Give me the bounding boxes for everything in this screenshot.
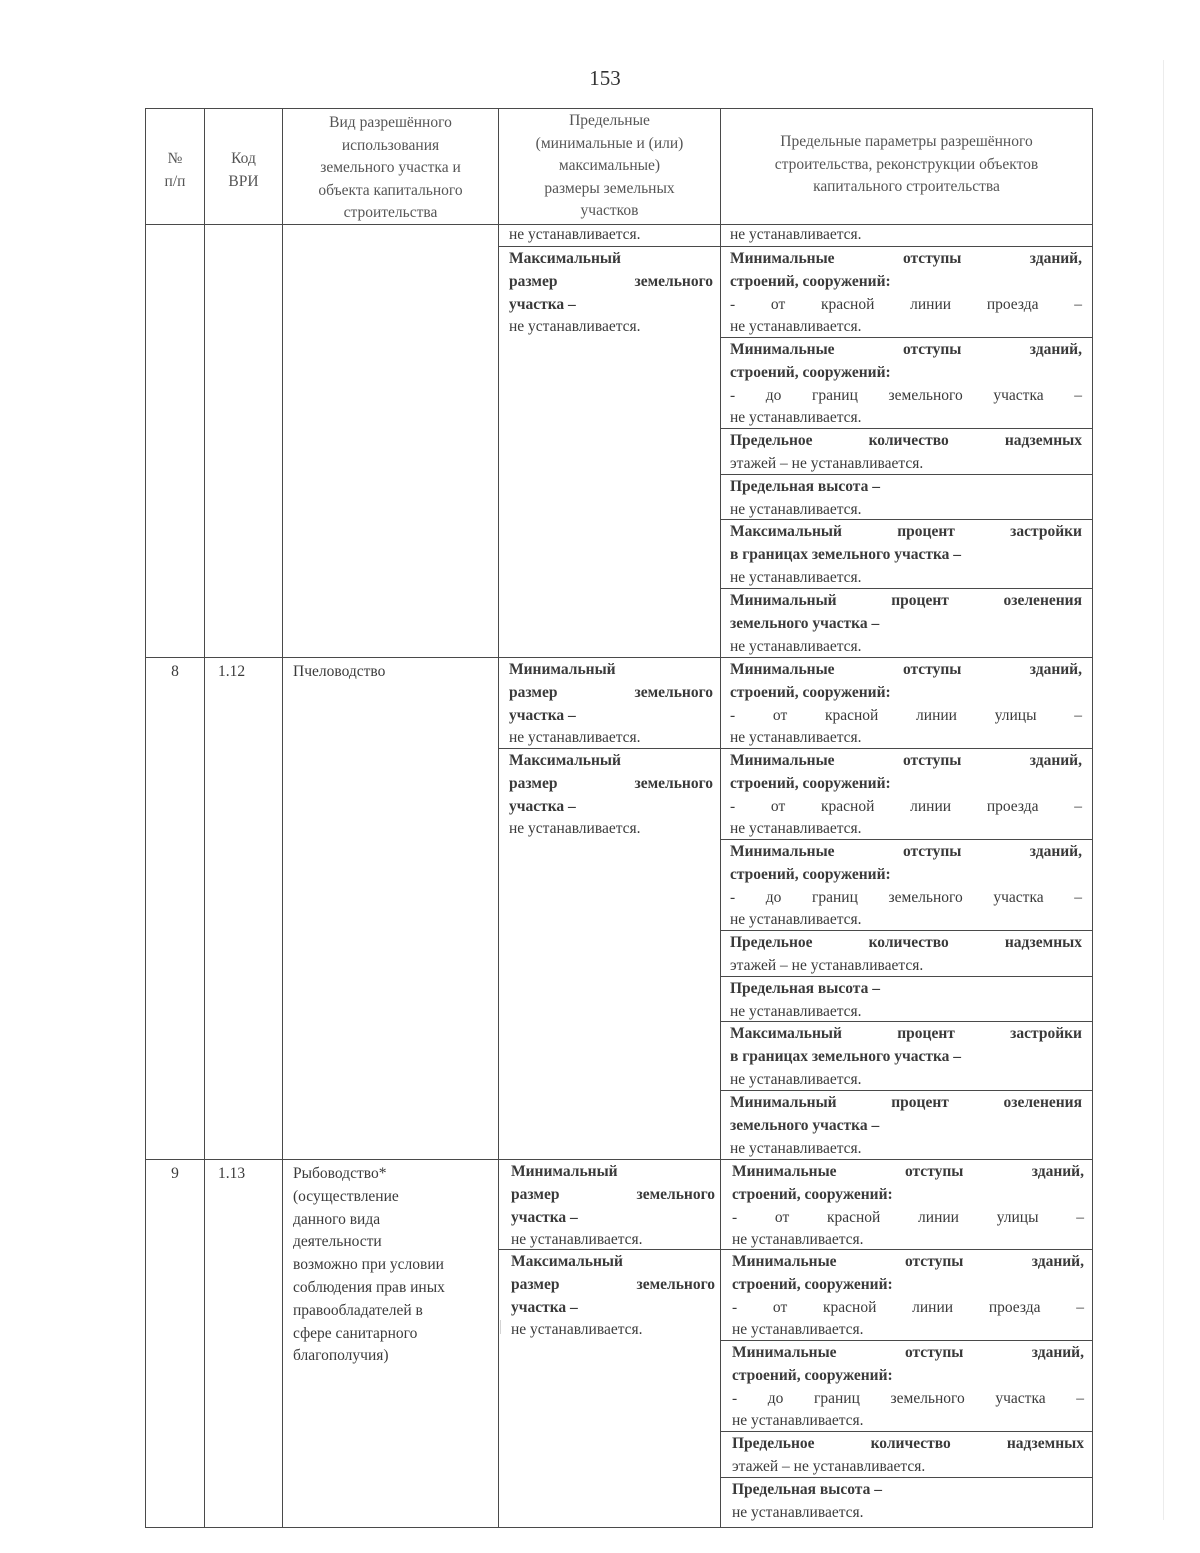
table-border-left xyxy=(145,108,146,1528)
param-cell: Минимальные отступы зданий, строений, сооружений: - до границ земельного участка – не устанавливается. xyxy=(732,1344,1084,1430)
param-cell: Минимальный процент озеленения земельного участка – не устанавливается. xyxy=(730,1094,1082,1157)
size-cell: Минимальный размер земельного участка – не устанавливается. xyxy=(509,661,713,747)
param-cell: Минимальные отступы зданий, строений, сооружений: - до границ земельного участка – не устанавливается. xyxy=(730,843,1082,929)
row-permitted-use: Пчеловодство xyxy=(293,663,386,680)
param-cell: Предельная высота – не устанавливается. xyxy=(730,980,880,1020)
param-cell: Предельное количество надземных этажей – не устанавливается. xyxy=(732,1435,1084,1475)
param-cell: Предельная высота – не устанавливается. xyxy=(732,1481,882,1521)
row-number: 9 xyxy=(171,1165,179,1182)
param-cell: Минимальный процент озеленения земельного участка – не устанавливается. xyxy=(730,592,1082,655)
size-cell: Максимальный размер земельного участка – не устанавливается. xyxy=(511,1253,715,1339)
size-cell: Максимальный размер земельного участка – не устанавливается. xyxy=(509,250,713,336)
column-divider-code xyxy=(282,108,283,1528)
param-cell: Предельное количество надземных этажей – не устанавливается. xyxy=(730,432,1082,472)
table-border-bottom xyxy=(145,1527,1093,1528)
column-divider-num xyxy=(204,108,205,1528)
param-cell: Минимальные отступы зданий, строений, сооружений: - от красной линии улицы – не устанавливается. xyxy=(730,661,1082,747)
row-number: 8 xyxy=(171,663,179,680)
param-cell: Максимальный процент застройки в границах земельного участка – не устанавливается. xyxy=(730,1025,1082,1088)
row-permitted-use: Рыбоводство* (осуществление данного вида деятельности возможно при условии соблюдения прав иных правообладателей в сфере санитарного благополучия) xyxy=(293,1165,445,1365)
row-code: 1.12 xyxy=(218,663,246,680)
size-cell: Максимальный размер земельного участка – не устанавливается. xyxy=(509,752,713,838)
column-divider-size xyxy=(720,108,721,1528)
header-build-params: Предельные параметры разрешённого строительства, реконструкции объектов капитального строительства xyxy=(774,133,1039,195)
param-cell: Максимальный процент застройки в границах земельного участка – не устанавливается. xyxy=(730,523,1082,586)
header-num: № п/п xyxy=(164,150,186,190)
param-cell: Предельная высота – не устанавливается. xyxy=(730,478,880,518)
param-cell: Минимальные отступы зданий, строений, сооружений: - до границ земельного участка – не устанавливается. xyxy=(730,341,1082,427)
header-permitted-use: Вид разрешённого использования земельного участка и объекта капитального строительства xyxy=(318,114,463,221)
size-cell: Минимальный размер земельного участка – не устанавливается. xyxy=(511,1163,715,1249)
header-code: Код ВРИ xyxy=(228,150,259,190)
table-border-top xyxy=(145,108,1093,109)
param-cell: Предельное количество надземных этажей – не устанавливается. xyxy=(730,934,1082,974)
header-plot-sizes: Предельные (минимальные и (или) максимальные) размеры земельных участков xyxy=(535,112,684,219)
param-cell: Минимальные отступы зданий, строений, сооружений: - от красной линии проезда – не устанавливается. xyxy=(730,250,1082,336)
param-cell: Минимальные отступы зданий, строений, сооружений: - от красной линии проезда – не устанавливается. xyxy=(732,1253,1084,1339)
scan-artifact xyxy=(1163,60,1164,1520)
param-cell: Минимальные отступы зданий, строений, сооружений: - от красной линии проезда – не устанавливается. xyxy=(730,752,1082,838)
size-cell: не устанавливается. xyxy=(509,226,641,243)
row-code: 1.13 xyxy=(218,1165,246,1182)
scan-artifact xyxy=(500,1320,501,1334)
page-number: 153 xyxy=(589,66,621,90)
param-cell: Минимальные отступы зданий, строений, сооружений: - от красной линии улицы – не устанавливается. xyxy=(732,1163,1084,1249)
table-border-right xyxy=(1092,108,1093,1528)
column-divider-type xyxy=(498,108,499,1528)
param-cell: не устанавливается. xyxy=(730,226,862,243)
